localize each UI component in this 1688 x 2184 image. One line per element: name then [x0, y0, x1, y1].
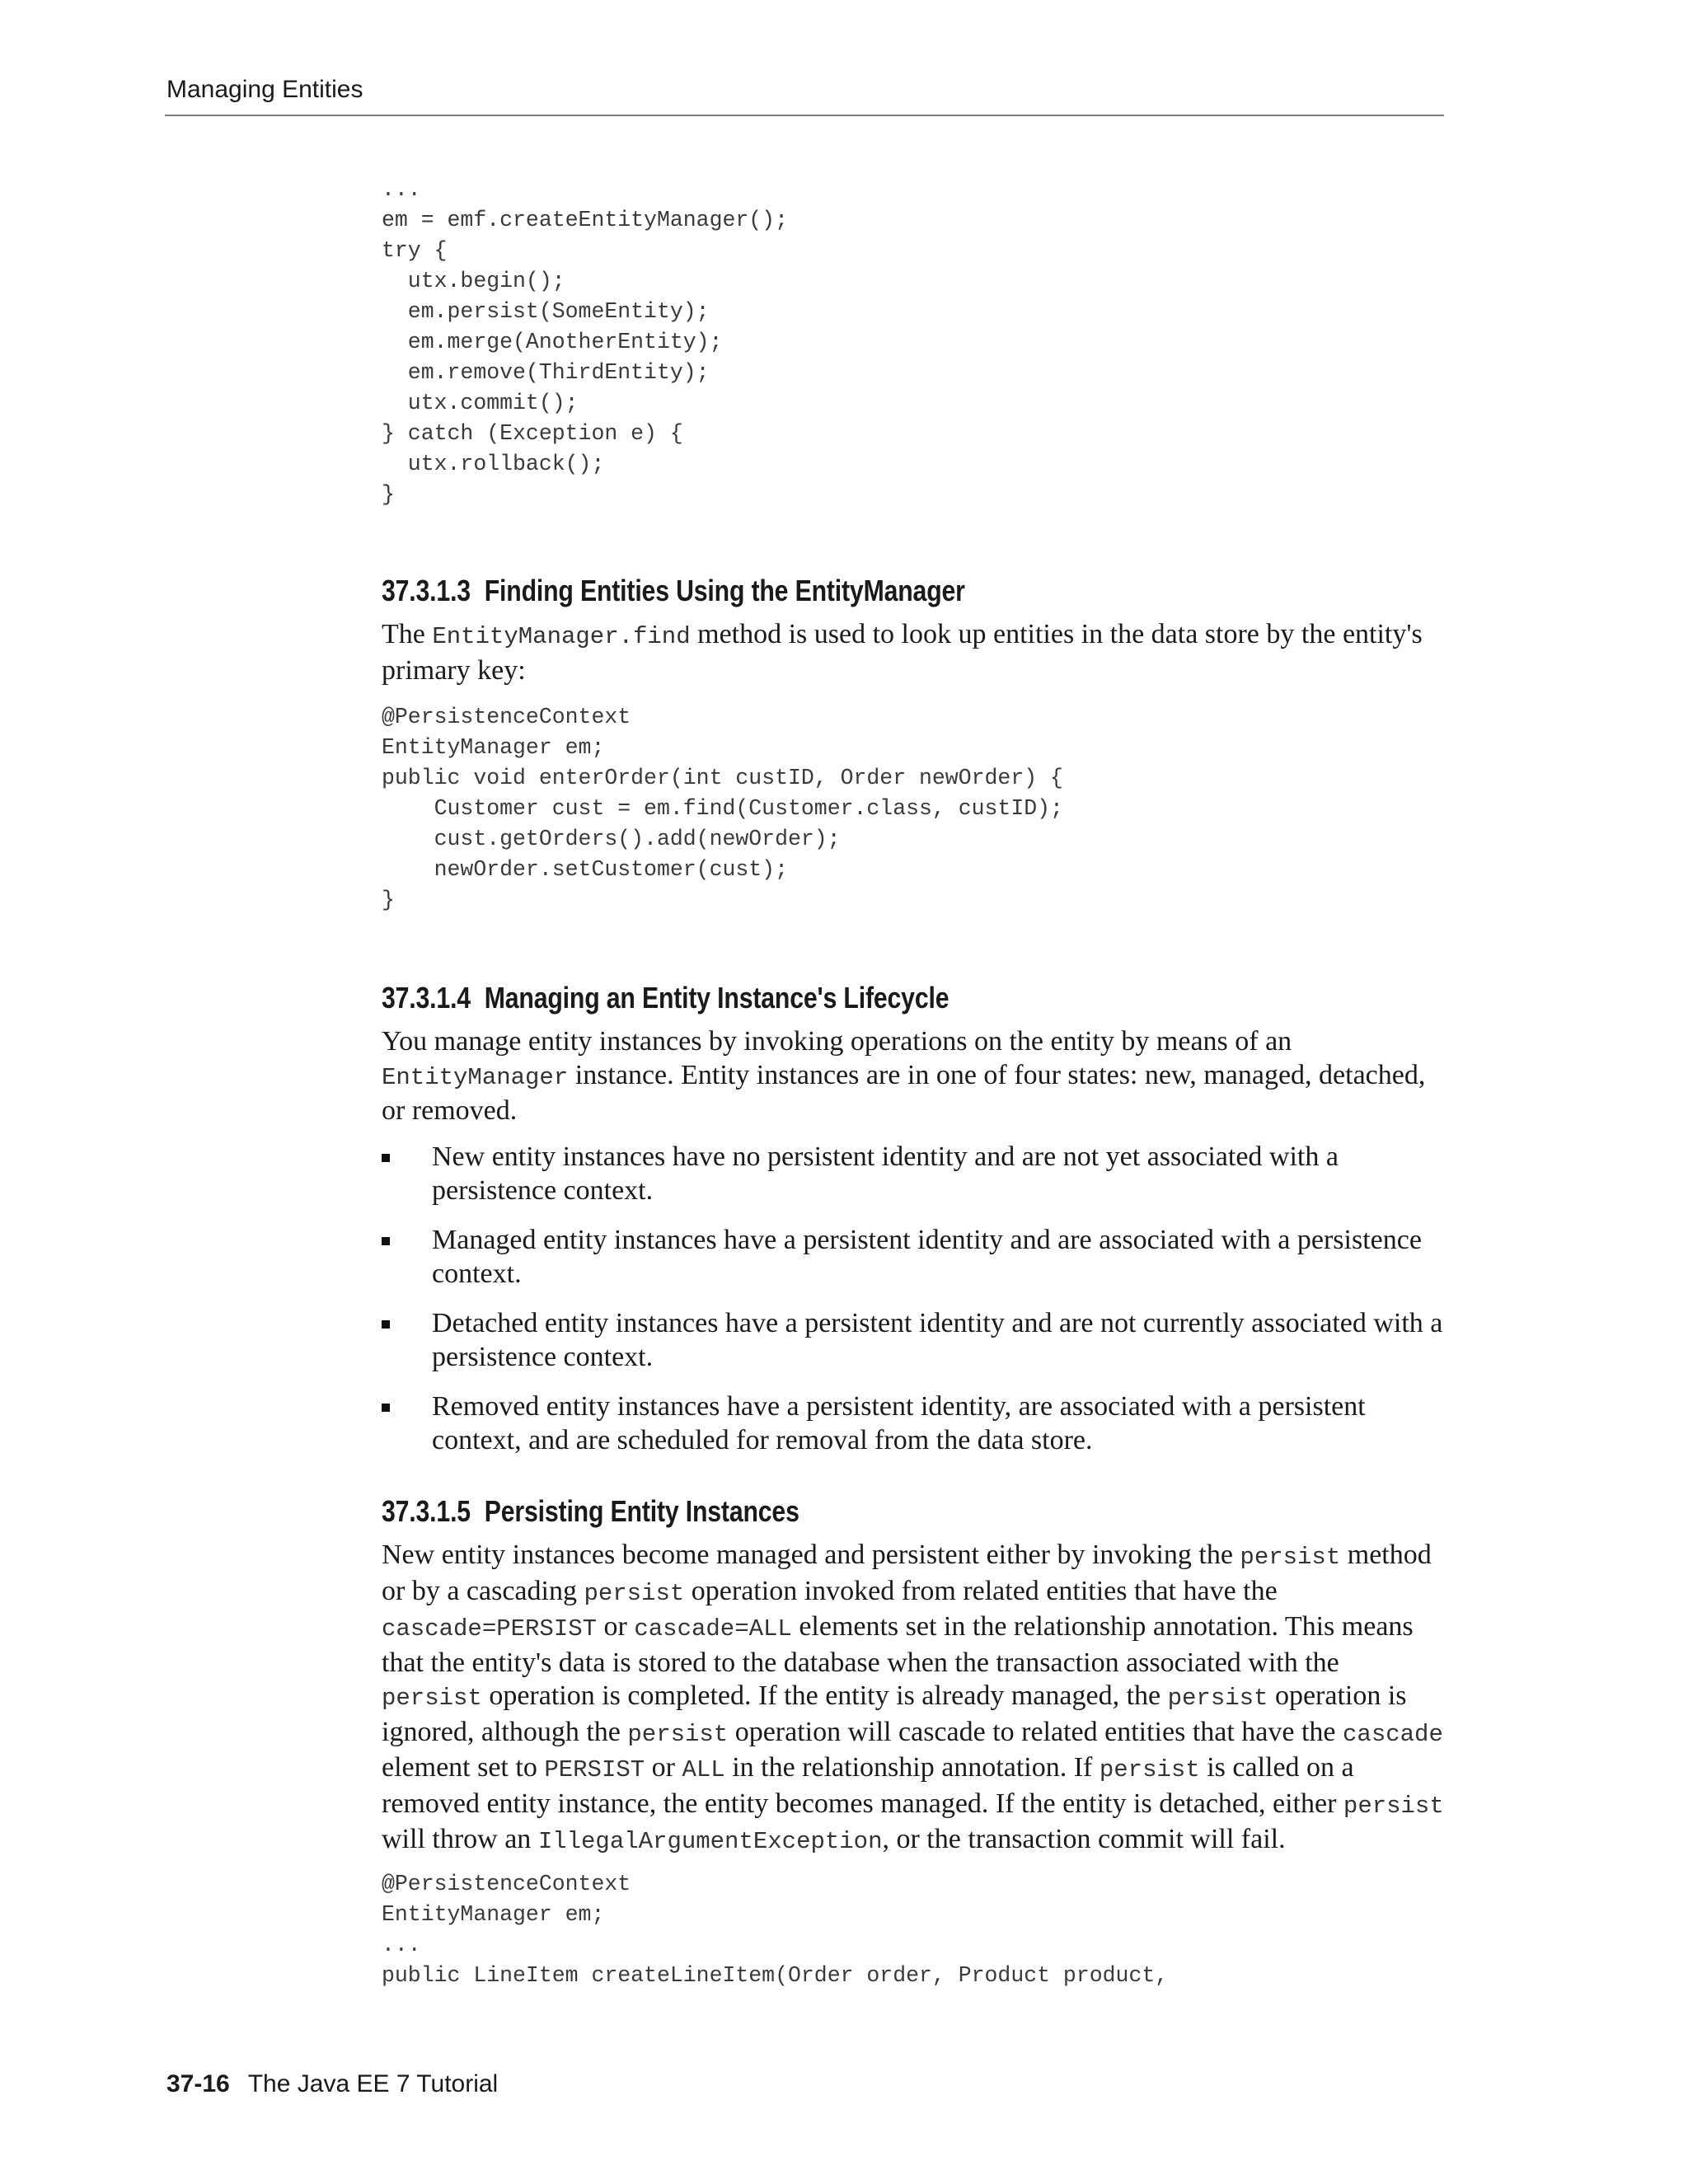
page-number: 37-16	[166, 2070, 230, 2097]
inline-code: persist	[1099, 1756, 1200, 1783]
text-run: operation is completed. If the entity is already managed, the	[481, 1680, 1168, 1711]
bullet-square-icon	[382, 1404, 390, 1412]
book-title: The Java EE 7 Tutorial	[247, 2070, 499, 2097]
inline-code: ALL	[682, 1756, 725, 1783]
section-number: 37.3.1.4	[382, 981, 471, 1015]
code-line: em.remove(ThirdEntity);	[382, 360, 710, 385]
inline-code: IllegalArgumentException	[537, 1828, 883, 1855]
text-run: , or the transaction commit will fail.	[882, 1824, 1286, 1854]
code-line: public void enterOrder(int custID, Order newOrder) {	[382, 766, 1063, 790]
code-line: EntityManager em;	[382, 735, 605, 760]
code-block-persist	[382, 1869, 1168, 1991]
paragraph-find-method	[382, 618, 1445, 687]
paragraph-lifecycle	[382, 1025, 1445, 1128]
section-heading-lifecycle	[382, 981, 949, 1015]
section-heading-finding-entities	[382, 574, 965, 608]
text-run: operation invoked from related entities that have the	[684, 1575, 1278, 1606]
code-line: EntityManager em;	[382, 1902, 605, 1927]
text-run: New entity instances become managed and persistent either by invoking the	[382, 1540, 1240, 1570]
text-run: operation is ignored, although the	[382, 1680, 1407, 1747]
code-line: ...	[382, 177, 421, 202]
text-run: is called on a removed entity instance, the entity becomes managed. If the entity is detached, either	[382, 1752, 1354, 1819]
section-title: Persisting Entity Instances	[484, 1494, 799, 1528]
text-run: instance. Entity instances are in one of four states: new, managed, detached, or removed.	[382, 1059, 1426, 1126]
bullet-square-icon	[382, 1320, 390, 1329]
inline-code: persist	[382, 1685, 482, 1712]
list-item	[382, 1141, 1445, 1207]
code-line: try {	[382, 238, 448, 263]
code-line: } catch (Exception e) {	[382, 421, 683, 446]
running-header: Managing Entities	[166, 76, 363, 103]
code-line: }	[382, 888, 395, 912]
code-line: }	[382, 482, 395, 507]
section-number: 37.3.1.3	[382, 574, 471, 607]
text-run: element set to	[382, 1752, 545, 1783]
header-rule	[165, 115, 1444, 116]
section-title: Finding Entities Using the EntityManager	[484, 574, 965, 607]
code-line: utx.rollback();	[382, 452, 605, 476]
code-block-transaction	[382, 175, 788, 510]
page-footer	[166, 2070, 498, 2098]
text-run: operation will cascade to related entities that have the	[728, 1716, 1343, 1747]
text-run: You manage entity instances by invoking operations on the entity by means of an	[382, 1026, 1292, 1057]
text-run: or	[597, 1611, 635, 1642]
code-line: @PersistenceContext	[382, 705, 631, 729]
code-line: em.persist(SomeEntity);	[382, 299, 710, 324]
paragraph-persisting	[382, 1539, 1445, 1859]
code-line: ...	[382, 1933, 421, 1957]
bullet-square-icon	[382, 1154, 390, 1162]
list-item-text: Detached entity instances have a persistent identity and are not currently associated with a persistence context.	[432, 1308, 1443, 1372]
list-item	[382, 1224, 1445, 1291]
inline-code: persist	[1240, 1544, 1341, 1571]
text-run: method or by a cascading	[382, 1540, 1432, 1606]
code-line: @PersistenceContext	[382, 1872, 631, 1896]
section-heading-persisting	[382, 1494, 799, 1529]
bullet-square-icon	[382, 1237, 390, 1245]
text-run: The	[382, 619, 433, 649]
section-title: Managing an Entity Instance's Lifecycle	[484, 981, 950, 1015]
inline-code: cascade=ALL	[634, 1615, 792, 1643]
code-line: utx.begin();	[382, 269, 565, 293]
entity-states-list	[382, 1141, 1445, 1474]
inline-code: persist	[1167, 1685, 1268, 1712]
inline-code: cascade=PERSIST	[382, 1615, 598, 1643]
inline-code: persist	[584, 1579, 685, 1607]
code-line: utx.commit();	[382, 391, 579, 415]
list-item-text: Removed entity instances have a persistent identity, are associated with a persistent context, and are scheduled for removal from the data store.	[432, 1391, 1366, 1455]
inline-code: PERSIST	[544, 1756, 645, 1783]
inline-code: cascade	[1343, 1720, 1443, 1748]
text-run: elements set in the relationship annotation. This means that the entity's data is stored to the database when the transaction associated with the	[382, 1611, 1414, 1678]
inline-code: EntityManager.find	[432, 623, 691, 650]
inline-code: EntityManager	[382, 1063, 569, 1091]
text-run: in the relationship annotation. If	[724, 1752, 1100, 1783]
section-number: 37.3.1.5	[382, 1494, 471, 1528]
code-line: public LineItem createLineItem(Order order, Product product,	[382, 1963, 1169, 1988]
inline-code: persist	[1343, 1792, 1444, 1820]
code-line: newOrder.setCustomer(cust);	[382, 857, 788, 882]
list-item-text: New entity instances have no persistent identity and are not yet associated with a persistence context.	[432, 1141, 1339, 1206]
text-run: method is used to look up entities in the data store by the entity's primary key:	[382, 619, 1423, 686]
code-line: Customer cust = em.find(Customer.class, custID);	[382, 796, 1063, 821]
code-line: em.merge(AnotherEntity);	[382, 330, 723, 354]
text-run: will throw an	[382, 1824, 538, 1854]
code-block-find	[382, 702, 1063, 916]
text-run: or	[645, 1752, 682, 1783]
code-line: cust.getOrders().add(newOrder);	[382, 827, 841, 851]
inline-code: persist	[627, 1720, 729, 1748]
list-item-text: Managed entity instances have a persistent identity and are associated with a persistence context.	[432, 1225, 1422, 1289]
list-item	[382, 1390, 1445, 1457]
list-item	[382, 1307, 1445, 1374]
code-line: em = emf.createEntityManager();	[382, 208, 788, 232]
